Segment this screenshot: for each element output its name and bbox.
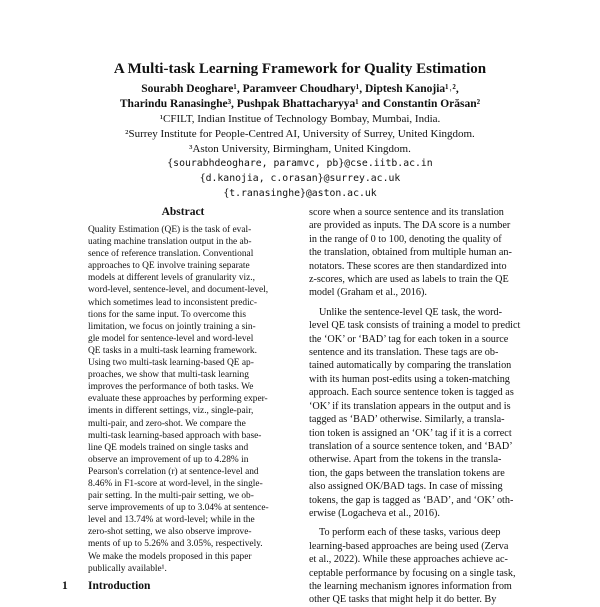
text-line: observe an improvement of up to 4.28% in — [88, 454, 249, 465]
text-line: tion, the gaps between the translation tokens are — [309, 467, 505, 479]
author-line: Tharindu Ranasinghe³, Pushpak Bhattacharyya¹ and Constantin Orăsan² — [119, 98, 481, 110]
text-line: z-scores, which are used as labels to train the QE — [309, 274, 509, 286]
text-line: sence of reference translation. Conventional — [88, 249, 254, 260]
author-list — [0, 82, 600, 112]
section-heading-introduction — [62, 580, 150, 592]
paragraph — [309, 526, 541, 606]
paper-title: A Multi-task Learning Framework for Quality Estimation — [113, 61, 487, 77]
text-line: other QE tasks that might help it do better. By — [309, 594, 497, 606]
text-line: notators. These scores are then standardized into — [309, 260, 507, 272]
text-line: gle model for sentence-level and word-level — [88, 333, 254, 344]
email-address: {t.ranasinghe}@aston.ac.uk — [223, 188, 377, 199]
text-line: 8.46% in F1-score at word-level, in the single- — [88, 478, 263, 489]
text-line: uating machine translation output in the ab- — [88, 237, 252, 248]
text-line: line QE models trained on single tasks and — [88, 442, 249, 453]
author-line: Sourabh Deoghare¹, Paramveer Choudhary¹, Diptesh Kanojia¹˒², — [141, 83, 459, 95]
text-line: Pearson's correlation (r) at sentence-level and — [88, 466, 259, 477]
text-line: level QE task consists of training a model to predict — [309, 320, 521, 332]
text-line: proaches, we show that multi-task learning — [88, 370, 249, 381]
text-line: with its human post-edits using a token-matching — [309, 373, 510, 385]
paragraph — [309, 306, 541, 521]
text-line: evaluate these approaches by performing exper- — [88, 394, 268, 405]
text-line: Quality Estimation (QE) is the task of eval- — [88, 225, 252, 235]
text-line: tagged as ‘BAD’ otherwise. Similarly, a transla- — [309, 414, 505, 426]
affiliation-list — [0, 112, 600, 157]
text-line: also assigned OK/BAD tags. In case of missing — [309, 481, 503, 493]
email-list — [0, 156, 600, 201]
affiliation: ¹CFILT, Indian Institue of Technology Bombay, Mumbai, India. — [159, 113, 441, 125]
text-line: model (Graham et al., 2016). — [309, 287, 427, 299]
text-line: To perform each of these tasks, various deep — [319, 527, 501, 539]
text-line: are provided as inputs. The DA score is a number — [309, 220, 511, 232]
text-line: Using two multi-task learning-based QE ap- — [88, 358, 254, 369]
text-line: We make the models proposed in this paper — [88, 551, 252, 562]
text-line: Unlike the sentence-level QE task, the word- — [319, 306, 503, 318]
text-line: in the range of 0 to 100, denoting the quality of — [309, 233, 502, 245]
text-line: serve improvements of up to 3.04% at sentence- — [88, 503, 269, 514]
text-line: ceptable performance by focusing on a single task, — [309, 567, 516, 579]
text-line: learning-based approaches are being used (Zerva — [309, 540, 509, 552]
text-line: tained automatically by comparing the translation — [309, 360, 512, 372]
text-line: ‘OK’ if its translation appears in the output and is — [309, 400, 511, 412]
text-line: ments of up to 5.26% and 3.05%, respectively. — [88, 539, 263, 550]
email-address: {d.kanojia, c.orasan}@surrey.ac.uk — [199, 173, 401, 184]
text-line: models at different levels of granularity viz., — [88, 273, 255, 284]
text-line: which sometimes lead to inconsistent predic- — [88, 297, 257, 308]
text-line: iments in different settings, viz., single-pair, — [88, 406, 254, 417]
text-line: multi-pair, and zero-shot. We compare the — [88, 418, 246, 429]
text-line: tokens, the gap is tagged as ‘BAD’, and ‘OK’ oth- — [309, 494, 514, 506]
affiliation: ³Aston University, Birmingham, United Kingdom. — [189, 143, 411, 155]
abstract-body — [88, 224, 280, 575]
text-line: the ‘OK’ or ‘BAD’ tag for each token in a source — [309, 333, 509, 345]
text-line: zero-shot setting, we also observe improve- — [88, 527, 252, 538]
text-line: score when a source sentence and its translation — [309, 207, 504, 218]
paragraph — [309, 206, 541, 300]
email-address: {sourabhdeoghare, paramvc, pb}@cse.iitb.ac.in — [167, 158, 433, 169]
text-line: pair setting. In the multi-pair setting, we ob- — [88, 491, 254, 502]
abstract-heading: Abstract — [161, 206, 205, 218]
section-number: 1 — [62, 580, 68, 592]
text-line: sentence and its translation. These tags are ob- — [309, 347, 499, 359]
section-title: Introduction — [88, 580, 151, 592]
text-line: improves the performance of both tasks. We — [88, 382, 254, 393]
text-line: approach. Each source sentence token is tagged as — [309, 387, 514, 399]
text-line: level and 13.74% at word-level; while in the — [88, 515, 255, 526]
text-line: multi-task learning-based approach with base- — [88, 430, 262, 441]
text-line: et al., 2022). While these approaches achieve ac- — [309, 554, 508, 566]
text-line: erwise (Logacheva et al., 2016). — [309, 507, 440, 519]
text-line: the learning mechanism ignores information from — [309, 580, 512, 592]
text-line: the translation, obtained from multiple human an- — [309, 247, 512, 259]
text-line: otherwise. Apart from the tokens in the transla- — [309, 454, 502, 466]
text-line: limitation, we focus on jointly training a sin- — [88, 321, 256, 332]
text-line: translation of a source sentence token, and ‘BAD’ — [309, 440, 513, 452]
text-line: QE tasks in a multi-task learning framework. — [88, 345, 257, 356]
text-line: word-level, sentence-level, and document-level, — [88, 285, 269, 296]
text-line: tion token is assigned an ‘OK’ tag if it is a correct — [309, 427, 512, 439]
affiliation: ²Surrey Institute for People-Centred AI, University of Surrey, United Kingdom. — [125, 128, 475, 140]
text-line: publically available¹. — [88, 563, 167, 574]
text-line: approaches to QE involve training separate — [88, 261, 250, 272]
right-column — [309, 206, 541, 607]
text-line: tions for the same input. To overcome this — [88, 309, 246, 320]
